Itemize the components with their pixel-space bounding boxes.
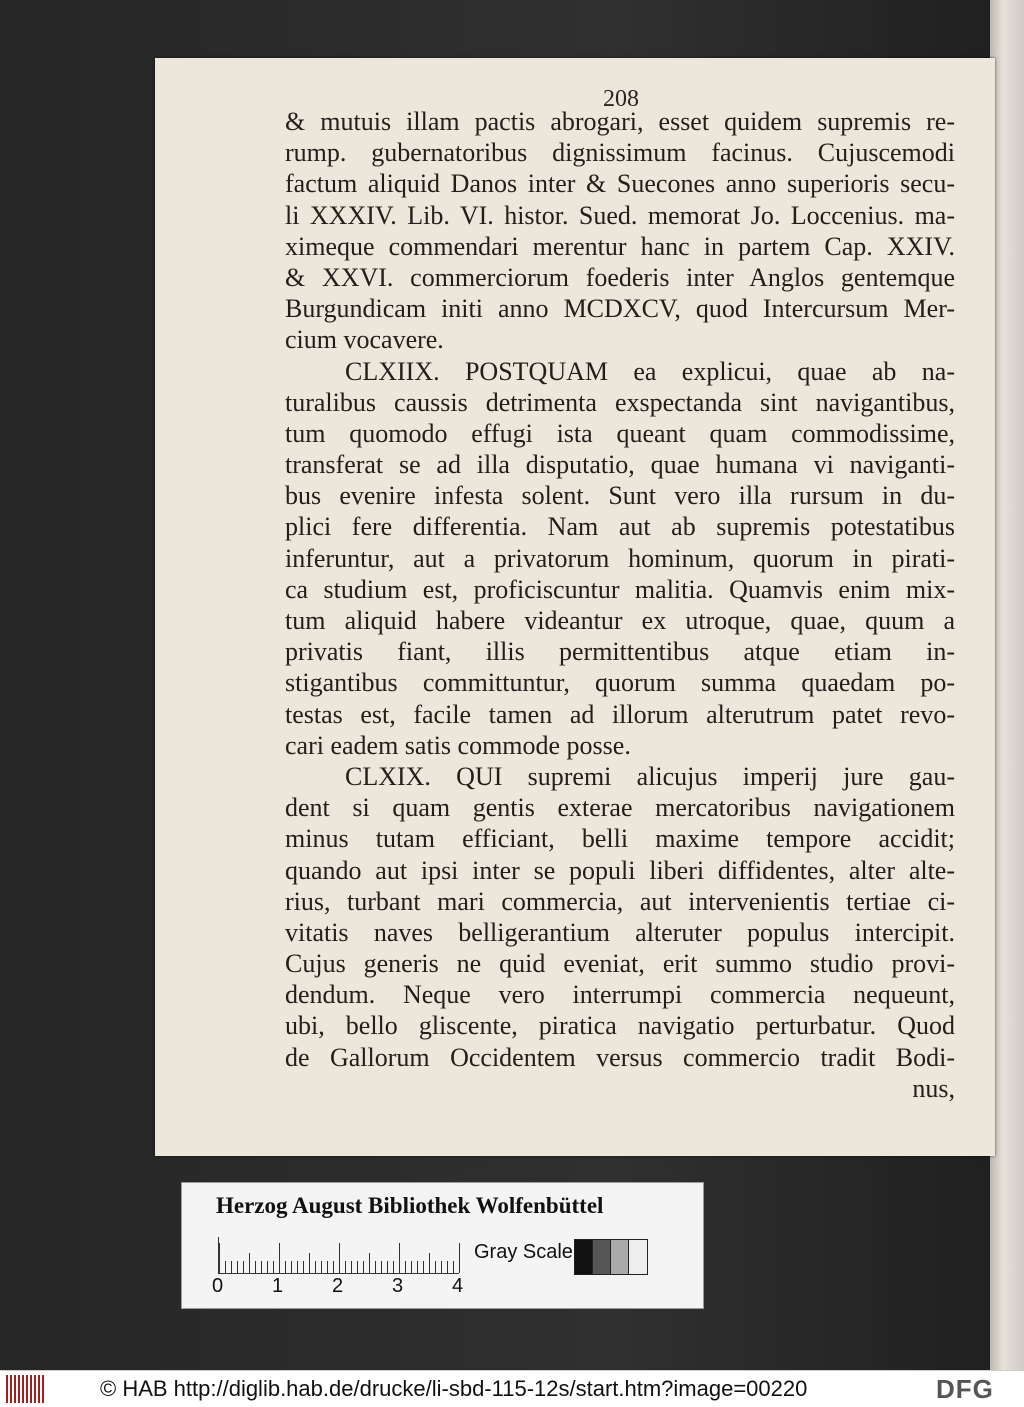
ruler-tick bbox=[429, 1253, 430, 1273]
viewer-footer bbox=[0, 1370, 1024, 1407]
text-line: ubi, bello gliscente, piratica navigatio perturbatur. Quod bbox=[285, 1011, 955, 1041]
ruler-tick bbox=[399, 1243, 400, 1273]
ruler-tick bbox=[435, 1261, 436, 1273]
text-line: quando aut ipsi inter se populi liberi diffidentes, alter alte- bbox=[285, 855, 955, 885]
library-name: Herzog August Bibliothek Wolfenbüttel bbox=[216, 1193, 604, 1218]
ruler-tick bbox=[261, 1261, 262, 1273]
ruler-tick bbox=[291, 1261, 292, 1273]
text-line: vitatis naves belligerantium alteruter populus intercipit. bbox=[285, 917, 955, 947]
text-line: testas est, facile tamen ad illorum alterutrum patet revo- bbox=[285, 699, 955, 729]
ruler-tick bbox=[273, 1261, 274, 1273]
ruler-tick bbox=[459, 1243, 460, 1273]
gray-swatch bbox=[610, 1239, 630, 1275]
text-line: ca studium est, proficiscuntur malitia. Quamvis enim mix- bbox=[285, 574, 955, 604]
text-line: ximeque commendari merentur hanc in partem Cap. XXIV. bbox=[285, 231, 955, 261]
text-line: turalibus caussis detrimenta exspectanda sint navigantibus, bbox=[285, 387, 955, 417]
gray-scale-label: Gray Scale bbox=[474, 1241, 573, 1263]
text-line: cari eadem satis commode posse. bbox=[285, 730, 631, 760]
text-line: inferuntur, aut a privatorum hominum, quorum in pirati- bbox=[285, 543, 955, 573]
ruler-tick bbox=[357, 1261, 358, 1273]
text-line: dendum. Neque vero interrumpi commercia nequeunt, bbox=[285, 980, 955, 1010]
text-line: rius, turbant mari commercia, aut intervenientis tertiae ci- bbox=[285, 886, 955, 916]
text-line: & XXVI. commerciorum foederis inter Anglos gentemque bbox=[285, 262, 955, 292]
text-line: rump. gubernatoribus dignissimum facinus. Cujuscemodi bbox=[285, 138, 955, 168]
color-ruler-card bbox=[181, 1182, 704, 1309]
ruler-number: 4 bbox=[452, 1275, 464, 1297]
ruler-tick bbox=[381, 1261, 382, 1273]
text-line: li XXXIV. Lib. VI. histor. Sued. memorat Jo. Loccenius. ma- bbox=[285, 200, 955, 230]
ruler-tick bbox=[405, 1261, 406, 1273]
ruler-tick bbox=[243, 1261, 244, 1273]
ruler-tick bbox=[309, 1253, 310, 1273]
ruler-tick bbox=[237, 1261, 238, 1273]
ruler-tick bbox=[249, 1253, 250, 1273]
text-line: & mutuis illam pactis abrogari, esset quidem supremis re- bbox=[285, 107, 955, 136]
page-text bbox=[285, 106, 955, 1104]
text-line: nus, bbox=[912, 1073, 955, 1103]
ruler-tick bbox=[375, 1261, 376, 1273]
ruler-tick bbox=[393, 1261, 394, 1273]
ruler-tick bbox=[441, 1261, 442, 1273]
text-line: dent si quam gentis exterae mercatoribus navigationem bbox=[285, 793, 955, 823]
gray-swatch bbox=[574, 1239, 594, 1275]
ruler-tick bbox=[303, 1261, 304, 1273]
ruler-tick bbox=[351, 1261, 352, 1273]
ruler-tick bbox=[417, 1261, 418, 1273]
ruler-tick bbox=[279, 1243, 280, 1273]
ruler-tick bbox=[369, 1253, 370, 1273]
text-line: bus evenire infesta solent. Sunt vero illa rursum in du- bbox=[285, 481, 955, 511]
ruler-tick bbox=[297, 1261, 298, 1273]
ruler-number: 2 bbox=[332, 1275, 344, 1297]
dfg-logo: DFG bbox=[936, 1374, 994, 1404]
text-line: Burgundicam initi anno MCDXCV, quod Intercursum Mer- bbox=[285, 294, 955, 324]
text-line: Cujus generis ne quid eveniat, erit summo studio provi- bbox=[285, 949, 955, 979]
ruler-tick bbox=[321, 1261, 322, 1273]
text-line: minus tutam efficiant, belli maxime tempore accidit; bbox=[285, 824, 955, 854]
ruler-tick bbox=[333, 1261, 334, 1273]
hab-logo-icon bbox=[6, 1375, 46, 1403]
ruler-tick bbox=[255, 1261, 256, 1273]
ruler-tick bbox=[453, 1261, 454, 1273]
centimeter-scale bbox=[218, 1237, 459, 1274]
text-line: tum aliquid habere videantur ex utroque, quae, quum a bbox=[285, 606, 955, 635]
text-line: CLXIX. QUI supremi alicujus imperij jure gau- bbox=[345, 761, 955, 791]
ruler-tick bbox=[315, 1261, 316, 1273]
text-line: de Gallorum Occidentem versus commercio tradit Bodi- bbox=[285, 1042, 955, 1072]
text-line: CLXIIX. POSTQUAM ea explicui, quae ab na- bbox=[345, 356, 955, 386]
text-line: plici fere differentia. Nam aut ab supremis potestatibus bbox=[285, 512, 955, 542]
ruler-number: 3 bbox=[392, 1275, 404, 1297]
ruler-tick bbox=[231, 1261, 232, 1273]
text-line: stigantibus committuntur, quorum summa quaedam po- bbox=[285, 668, 955, 698]
ruler-tick bbox=[363, 1261, 364, 1273]
ruler-number: 0 bbox=[212, 1275, 224, 1297]
text-line: tum quomodo effugi ista queant quam commodissime, bbox=[285, 418, 955, 448]
ruler-tick bbox=[225, 1261, 226, 1273]
page-number: 208 bbox=[603, 86, 639, 112]
ruler-number: 1 bbox=[272, 1275, 284, 1297]
text-line: factum aliquid Danos inter & Suecones anno superioris secu- bbox=[285, 169, 955, 199]
ruler-tick bbox=[423, 1261, 424, 1273]
ruler-tick bbox=[219, 1243, 220, 1273]
ruler-tick bbox=[267, 1261, 268, 1273]
text-line: privatis fiant, illis permittentibus atque etiam in- bbox=[285, 637, 955, 667]
ruler-tick bbox=[345, 1261, 346, 1273]
ruler-tick bbox=[285, 1261, 286, 1273]
ruler-tick bbox=[327, 1261, 328, 1273]
adjacent-page-edge bbox=[990, 0, 1024, 1370]
ruler-tick bbox=[339, 1243, 340, 1273]
ruler-tick bbox=[411, 1261, 412, 1273]
text-line: transferat se ad illa disputatio, quae humana vi naviganti- bbox=[285, 450, 955, 480]
ruler-tick bbox=[447, 1261, 448, 1273]
gray-swatch bbox=[592, 1239, 612, 1275]
footer-citation-link[interactable]: © HAB http://diglib.hab.de/drucke/li-sbd-115-12s/start.htm?image=00220 bbox=[100, 1376, 808, 1401]
ruler-tick bbox=[387, 1261, 388, 1273]
text-line: cium vocavere. bbox=[285, 325, 444, 355]
gray-swatch bbox=[628, 1239, 648, 1275]
